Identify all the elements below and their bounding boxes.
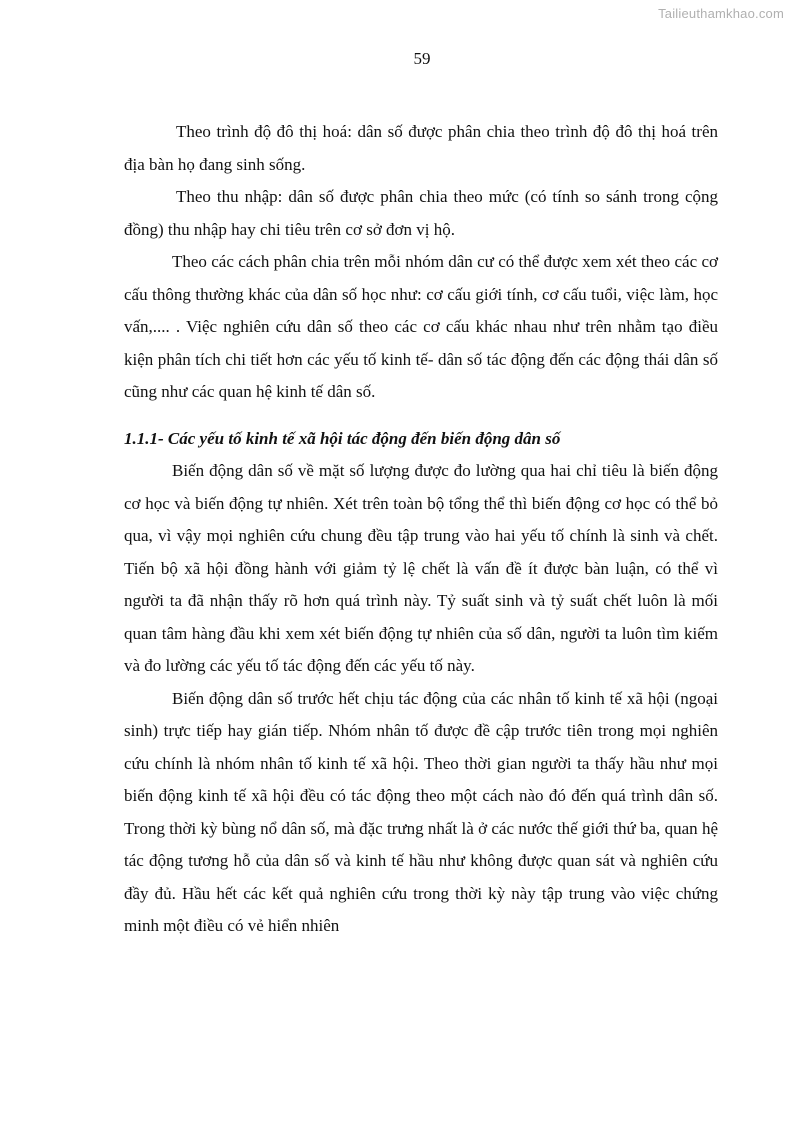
- paragraph-population-change: Biến động dân số về mặt số lượng được đo lường qua hai chỉ tiêu là biến động cơ học và biến động tự nhiên. Xét trên toàn bộ tổng thể thì biến động cơ học có thể bỏ qua, vì vậy mọi nghiên cứu chung đều tập trung vào hai yếu tố chính là sinh và chết. Tiến bộ xã hội đồng hành với giảm tỷ lệ chết là vấn đề ít được bàn luận, có thể vì người ta đã nhận thấy rõ hơn quá trình này. Tỷ suất sinh và tỷ suất chết luôn là mối quan tâm hàng đầu khi xem xét biến động tự nhiên của số dân, người ta luôn tìm kiếm và đo lường các yếu tố tác động đến các yếu tố này.: [124, 461, 718, 675]
- paragraph-urbanization: Theo trình độ đô thị hoá: dân số được phân chia theo trình độ đô thị hoá trên địa bàn họ đang sinh sống.: [124, 122, 718, 174]
- watermark: Tailieuthamkhao.com: [658, 6, 784, 21]
- paragraph-structure: Theo các cách phân chia trên mỗi nhóm dân cư có thể được xem xét theo các cơ cấu thông thường khác của dân số học như: cơ cấu giới tính, cơ cấu tuổi, việc làm, học vấn,.... . Việc nghiên cứu dân số theo các cơ cấu khác nhau như trên nhằm tạo điều kiện phân tích chi tiết hơn các yếu tố kinh tế- dân số tác động đến các động thái dân số cũng như các quan hệ kinh tế dân số.: [124, 252, 718, 401]
- page-number: 59: [413, 49, 431, 68]
- section-heading: 1.1.1- Các yếu tố kinh tế xã hội tác động đến biến động dân số: [124, 428, 561, 448]
- paragraph-income: Theo thu nhập: dân số được phân chia theo mức (có tính so sánh trong cộng đồng) thu nhập hay chi tiêu trên cơ sở đơn vị hộ.: [124, 187, 718, 239]
- paragraph-socioeconomic-factors: Biến động dân số trước hết chịu tác động của các nhân tố kinh tế xã hội (ngoại sinh) trực tiếp hay gián tiếp. Nhóm nhân tố được đề cập trước tiên trong mọi nghiên cứu chính là nhóm nhân tố kinh tế xã hội. Theo thời gian người ta thấy hầu như mọi biến động kinh tế xã hội đều có tác động theo một cách nào đó đến quá trình dân số. Trong thời kỳ bùng nổ dân số, mà đặc trưng nhất là ở các nước thế giới thứ ba, quan hệ tác động tương hỗ của dân số và kinh tế hầu như không được quan sát và nghiên cứu đầy đủ. Hầu hết các kết quả nghiên cứu trong thời kỳ này tập trung vào việc chứng minh một điều có vẻ hiển nhiên: [124, 688, 718, 935]
- document-body: [124, 116, 718, 943]
